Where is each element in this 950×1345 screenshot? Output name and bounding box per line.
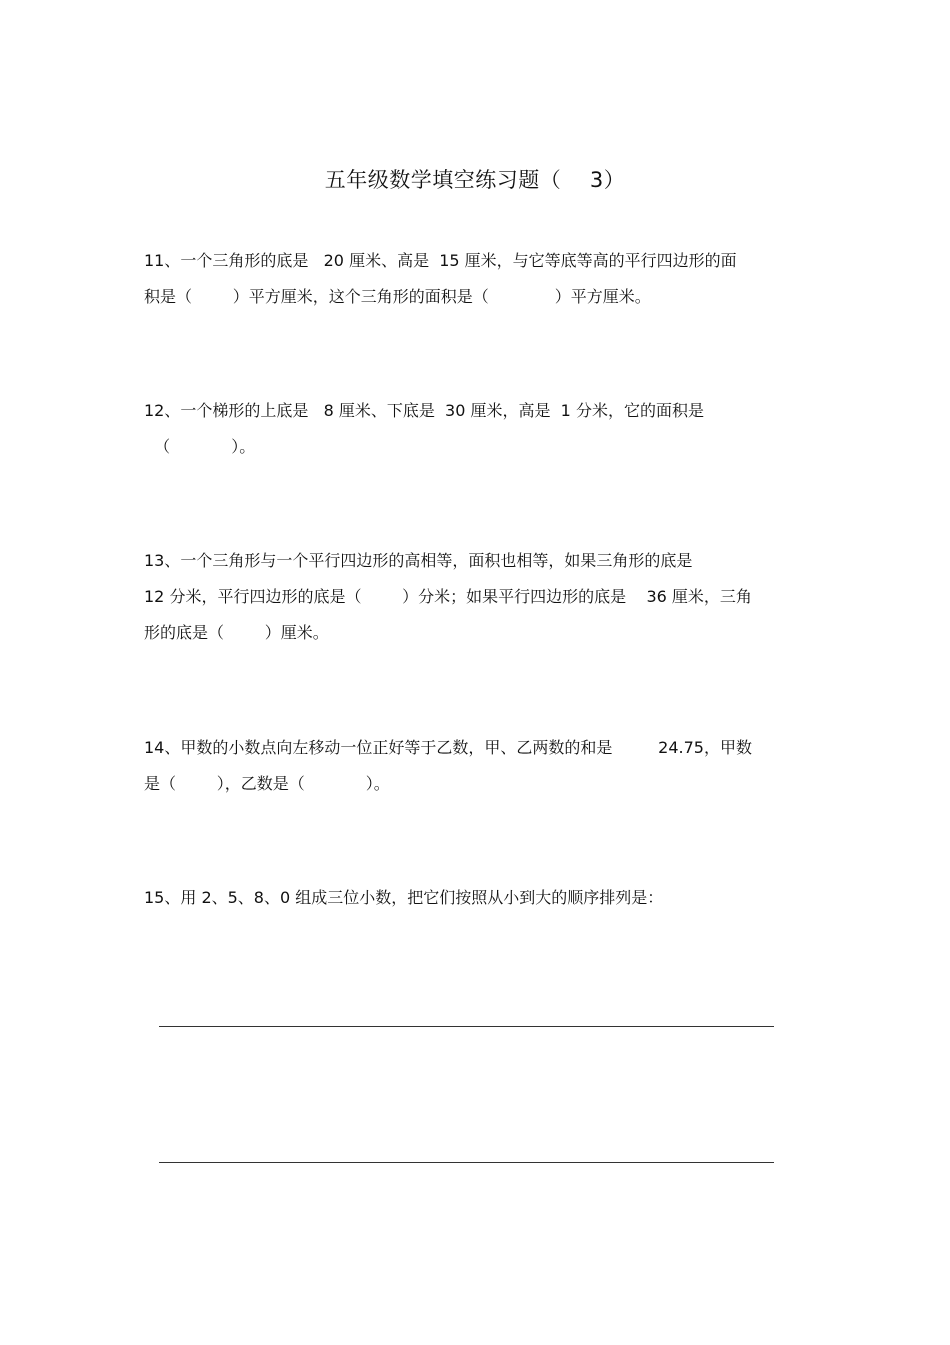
answer-line-2: [159, 1162, 774, 1163]
page-title: 五年级数学填空练习题（ 3）: [324, 168, 626, 192]
answer-line-1: [159, 1026, 774, 1027]
question-14-line-2: 是（ ），乙数是（ ）。: [144, 774, 390, 793]
question-13-line-3: 形的底是（ ）厘米。: [144, 623, 329, 642]
question-12-line-2: （ ）。: [144, 437, 256, 456]
question-15-line-1: 15、用 2、5、8、0 组成三位小数，把它们按照从小到大的顺序排列是：: [144, 888, 664, 907]
question-13-line-2: 12 分米，平行四边形的底是（ ）分米；如果平行四边形的底是 36 厘米，三角: [144, 587, 752, 606]
question-14-line-1: 14、甲数的小数点向左移动一位正好等于乙数，甲、乙两数的和是 24.75，甲数: [144, 738, 752, 757]
question-11-line-2: 积是（ ）平方厘米，这个三角形的面积是（ ）平方厘米。: [144, 287, 651, 306]
question-12-line-1: 12、一个梯形的上底是 8 厘米、下底是 30 厘米，高是 1 分米，它的面积是: [144, 401, 704, 420]
question-13-line-1: 13、一个三角形与一个平行四边形的高相等，面积也相等，如果三角形的底是: [144, 551, 693, 570]
question-11-line-1: 11、一个三角形的底是 20 厘米、高是 15 厘米，与它等底等高的平行四边形的面: [144, 251, 737, 270]
